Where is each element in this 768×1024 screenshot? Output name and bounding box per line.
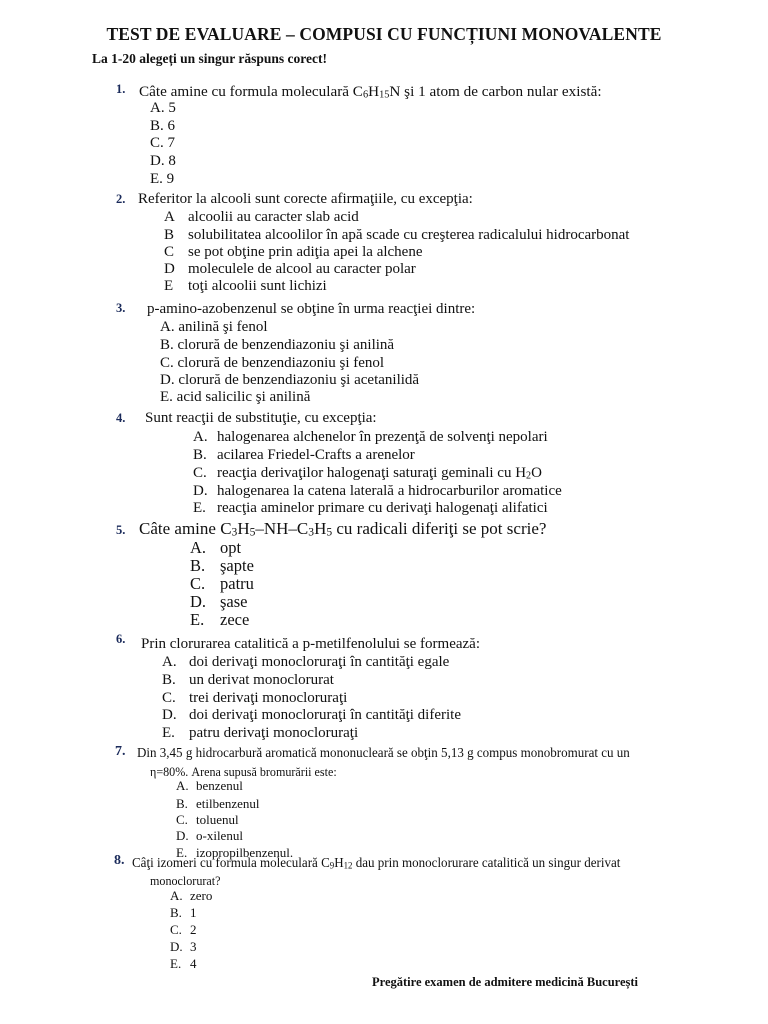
option-e[interactable]: E. acid salicilic şi anilină: [160, 389, 311, 405]
question-text: Din 3,45 g hidrocarbură aromatică mononucleară se obţin 5,13 g compus monobromurat cu un: [137, 746, 630, 761]
question-text: Câte amine $C_3H_5-NH-C_3H_5$ cu radicali diferiţi se pot scrie?: [139, 519, 547, 539]
question-number: 6.: [116, 632, 126, 646]
option-b[interactable]: B. 6: [150, 118, 176, 134]
question-number: 4.: [116, 411, 126, 425]
option-c[interactable]: C. reacţia derivaţilor halogenaţi saturaţi geminali cu $H_2O$: [193, 465, 542, 482]
question-number: 3.: [116, 301, 126, 315]
question-number: 2.: [116, 192, 126, 206]
option-c[interactable]: C. clorură de benzendiazoniu şi fenol: [160, 355, 385, 371]
option-d[interactable]: D. o-xilenul: [176, 828, 243, 843]
option-d[interactable]: D. 3: [170, 939, 197, 954]
question-text: p-amino-azobenzenul se obţine în urma reacţiei dintre:: [147, 301, 476, 317]
option-a[interactable]: A. halogenarea alchenelor în prezenţă de solvenţi nepolari: [193, 429, 548, 445]
document-title: TEST DE EVALUARE – COMPUSI CU FUNCȚIUNI MONOVALENTE: [106, 24, 662, 44]
footer-text: Pregătire examen de admitere medicină București: [372, 975, 639, 989]
option-c[interactable]: C. toluenul: [176, 812, 239, 827]
question-text: Sunt reacţii de substituţie, cu excepţia:: [145, 410, 377, 426]
question-number: 1.: [116, 82, 126, 96]
option-e[interactable]: E. 4: [170, 956, 197, 971]
question-number: 8.: [114, 853, 125, 868]
option-d[interactable]: D. doi derivaţi monocloruraţi în cantităţi diferite: [162, 707, 461, 723]
option-c[interactable]: C se pot obţine prin adiţia apei la alchene: [164, 244, 423, 260]
option-a[interactable]: A alcoolii au caracter slab acid: [164, 209, 359, 225]
option-e[interactable]: E. izopropilbenzenul.: [176, 845, 294, 860]
instruction-text: La 1-20 alegeți un singur răspuns corect!: [92, 51, 328, 66]
option-d[interactable]: D. şase: [190, 592, 248, 611]
option-c[interactable]: C. patru: [190, 574, 254, 593]
question-text-line2: monoclorurat?: [150, 873, 221, 888]
option-a[interactable]: A. zero: [170, 888, 213, 903]
option-a[interactable]: A. benzenul: [176, 778, 243, 793]
option-c[interactable]: C. 7: [150, 135, 176, 151]
option-e[interactable]: E. patru derivaţi monocloruraţi: [162, 725, 359, 741]
option-d[interactable]: D. clorură de benzendiazoniu şi acetanilidă: [160, 372, 420, 388]
option-e[interactable]: E. reacţia aminelor primare cu derivaţi halogenaţi alifatici: [193, 500, 548, 516]
question-number: 5.: [116, 523, 126, 537]
option-c[interactable]: C. 2: [170, 922, 197, 937]
question-text-line2: η=80%. Arena supusă bromurării este:: [150, 764, 337, 779]
option-b[interactable]: B. 1: [170, 905, 197, 920]
option-b[interactable]: B. şapte: [190, 556, 254, 575]
option-d[interactable]: D. halogenarea la catena laterală a hidrocarburilor aromatice: [193, 483, 562, 499]
question-text: Referitor la alcooli sunt corecte afirmaţiile, cu excepţia:: [138, 191, 473, 207]
question-text: Câte amine cu formula moleculară $C_6H_{15}N$ şi 1 atom de carbon nular există:: [139, 83, 602, 101]
option-a[interactable]: A. opt: [190, 538, 242, 557]
option-b[interactable]: B. clorură de benzendiazoniu şi anilină: [160, 337, 395, 353]
option-b[interactable]: B. un derivat monoclorurat: [162, 672, 334, 688]
option-a[interactable]: A. anilină şi fenol: [160, 319, 268, 335]
option-e[interactable]: E toţi alcoolii sunt lichizi: [164, 278, 327, 294]
question-number: 7.: [115, 744, 126, 759]
option-e[interactable]: E. 9: [150, 171, 175, 187]
option-d[interactable]: D. 8: [150, 153, 176, 169]
option-a[interactable]: A. 5: [150, 100, 176, 116]
option-e[interactable]: E. zece: [190, 610, 250, 629]
option-a[interactable]: A. doi derivaţi monocloruraţi în cantităţi egale: [162, 654, 450, 670]
question-text: Câţi izomeri cu formula moleculară $C_9H_{12}$ dau prin monoclorurare catalitică un singur derivat: [132, 856, 621, 872]
option-b[interactable]: B. etilbenzenul: [176, 796, 260, 811]
option-b[interactable]: B. acilarea Friedel-Crafts a arenelor: [193, 447, 415, 463]
option-c[interactable]: C. trei derivaţi monocloruraţi: [162, 690, 348, 706]
question-text: Prin clorurarea catalitică a p-metilfenolului se formează:: [141, 636, 481, 652]
option-b[interactable]: B solubilitatea alcoolilor în apă scade cu creşterea radicalului hidrocarbonat: [164, 227, 630, 243]
option-d[interactable]: D moleculele de alcool au caracter polar: [164, 261, 416, 277]
